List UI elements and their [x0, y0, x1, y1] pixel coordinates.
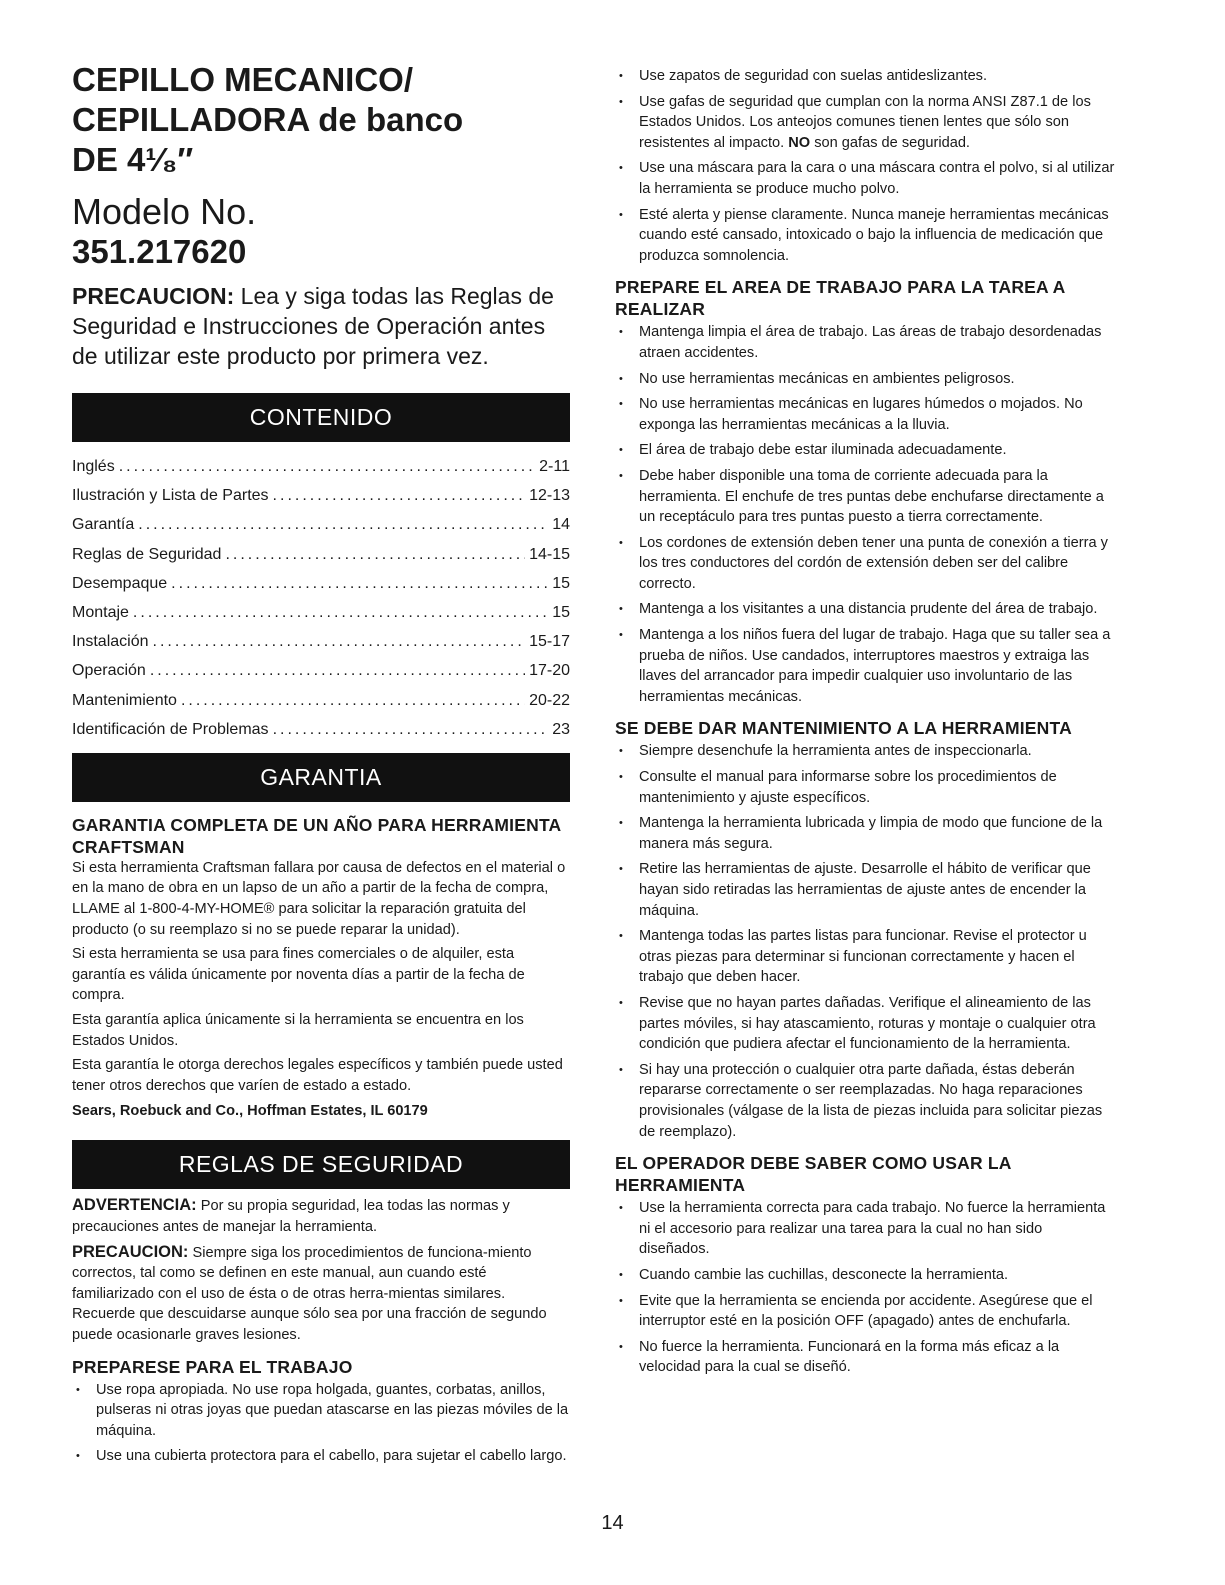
precaucion-intro-label: PRECAUCION:: [72, 283, 235, 309]
list-item: • Mantenga la herramienta lubricada y limpia de modo que funcione de la manera más segura.: [615, 813, 1115, 854]
list-item: • El área de trabajo debe estar iluminada adecuadamente.: [615, 440, 1115, 461]
toc-item: [72, 481, 570, 510]
garantia-paragraph: Si esta herramienta se usa para fines comerciales o de alquiler, esta garantía es válida únicamente por noventa días a partir de la fecha de compra.: [72, 946, 525, 1004]
mantenimiento-heading: SE DEBE DAR MANTENIMIENTO A LA HERRAMIENTA: [615, 718, 1072, 739]
advertencia-text: Por su propia seguridad, lea todas las normas y precauciones antes de manejar la herramienta.: [72, 1198, 510, 1235]
list-item: • No use herramientas mecánicas en lugares húmedos o mojados. No exponga las herramientas mecánicas a la lluvia.: [615, 394, 1115, 435]
precaucion-text: Siempre siga los procedimientos de funciona-miento correctos, tal como se definen en este manual, aun cuando esté familiarizado con el uso de ésta o de otras herra-mientas similares. Recuerde que descuidarse aunque sólo sea por una fracción de segundo puede ocasionarle graves lesiones.: [72, 1244, 547, 1343]
preparese-list: [72, 1380, 570, 1467]
toc-pages: 20-22: [529, 691, 570, 709]
toc-pages: 14: [552, 516, 570, 534]
toc-label: Montaje: [72, 603, 129, 621]
toc-label: Instalación: [72, 633, 149, 651]
toc-item: [72, 627, 570, 656]
toc-label: Operación: [72, 662, 146, 680]
toc-pages: 17-20: [529, 662, 570, 680]
toc-pages: 15-17: [529, 633, 570, 651]
list-item: • Debe haber disponible una toma de corriente adecuada para la herramienta. El enchufe de tres puntas debe enchufarse directamente a un receptáculo para tres puntas puesto a tierra correctamente.: [615, 466, 1115, 528]
reglas-header: REGLAS DE SEGURIDAD: [72, 1140, 570, 1189]
list-item: • Mantenga a los visitantes a una distancia prudente del área de trabajo.: [615, 599, 1115, 620]
garantia-paragraph: Esta garantía aplica únicamente si la herramienta se encuentra en los Estados Unidos.: [72, 1012, 524, 1049]
garantia-subheading: GARANTIA COMPLETA DE UN AÑO PARA HERRAMIENTA CRAFTSMAN: [72, 814, 561, 857]
title-line-1: CEPILLO MECANICO/: [72, 61, 414, 98]
area-list: [615, 322, 1115, 707]
toc-item: [72, 715, 570, 744]
toc-label: Reglas de Seguridad: [72, 545, 222, 563]
list-item: • Los cordones de extensión deben tener una punta de conexión a tierra y los tres conductores del cordón de extensión deben ser del calibre correcto.: [615, 533, 1115, 595]
list-item: • Mantenga todas las partes listas para funcionar. Revise el protector u otras piezas para determinar si funcionan correctamente y hacen el trabajo que deben hacer.: [615, 926, 1115, 988]
table-of-contents: [72, 452, 570, 744]
toc-pages: 15: [552, 603, 570, 621]
list-item-tail: son gafas de seguridad.: [810, 134, 970, 151]
right-column: [615, 64, 1115, 1383]
list-item: • Use zapatos de seguridad con suelas antideslizantes.: [615, 66, 1115, 87]
toc-label: Mantenimiento: [72, 691, 177, 709]
left-column: [72, 60, 570, 1472]
contenido-header: CONTENIDO: [72, 393, 570, 442]
toc-label: Inglés: [72, 458, 115, 475]
garantia-paragraph: Esta garantía le otorga derechos legales específicos y también puede usted tener otros derechos que varíen de estado a estado.: [72, 1057, 563, 1094]
list-item: • Mantenga limpia el área de trabajo. Las áreas de trabajo desordenadas atraen accidentes.: [615, 322, 1115, 363]
advertencia-paragraph: [72, 1195, 570, 1237]
advertencia-label: ADVERTENCIA:: [72, 1196, 197, 1215]
toc-item: [72, 452, 570, 481]
toc-label: Desempaque: [72, 574, 168, 592]
company-address: Sears, Roebuck and Co., Hoffman Estates, IL 60179: [72, 1103, 428, 1120]
toc-pages: 15: [552, 574, 570, 592]
list-item: • Consulte el manual para informarse sobre los procedimientos de mantenimiento y ajuste específicos.: [615, 767, 1115, 808]
list-item: [615, 92, 1115, 154]
toc-item: [72, 540, 570, 569]
toc-pages: 23: [552, 720, 570, 738]
precaucion-intro: [72, 281, 570, 371]
toc-label: Ilustración y Lista de Partes: [72, 487, 269, 505]
list-item: • Retire las herramientas de ajuste. Desarrolle el hábito de verificar que hayan sido retiradas las herramientas de ajuste antes de encender la máquina.: [615, 859, 1115, 921]
precaucion-intro-text: Lea y siga todas las Reglas de Seguridad e Instrucciones de Operación antes de utilizar este producto por primera vez.: [72, 283, 554, 369]
toc-pages: 2-11: [539, 458, 570, 475]
garantia-header: GARANTIA: [72, 753, 570, 802]
toc-item: [72, 656, 570, 685]
list-item: • Esté alerta y piense claramente. Nunca maneje herramientas mecánicas cuando esté cansado, intoxicado o bajo la influencia de medicación que produzca somnolencia.: [615, 205, 1115, 267]
area-heading: PREPARE EL AREA DE TRABAJO PARA LA TAREA A REALIZAR: [615, 277, 1065, 320]
precaucion-label: PRECAUCION:: [72, 1242, 189, 1261]
list-item: • Cuando cambie las cuchillas, desconecte la herramienta.: [615, 1265, 1115, 1286]
safety-gear-list: [615, 66, 1115, 266]
list-item: • Si hay una protección o cualquier otra parte dañada, éstas deberán repararse correctamente o ser reemplazadas. No haga reparaciones provisionales (válgase de la lista de piezas incluida para solicitar piezas de reemplazo).: [615, 1060, 1115, 1142]
page-number: 14: [601, 1512, 624, 1534]
toc-pages: 14-15: [529, 545, 570, 563]
toc-item: [72, 686, 570, 715]
list-item: • No fuerce la herramienta. Funcionará en la forma más eficaz a la velocidad para la cual se diseñó.: [615, 1337, 1115, 1378]
list-item: • Use ropa apropiada. No use ropa holgada, guantes, corbatas, anillos, pulseras ni otras joyas que puedan atascarse en las piezas móviles de la máquina.: [72, 1380, 570, 1442]
precaucion-paragraph: [72, 1242, 570, 1346]
list-item: • Revise que no hayan partes dañadas. Verifique el alineamiento de las partes móviles, si hay atascamiento, roturas y montaje o cualquier otra condición que pudiera afectar el funcionamiento de la herramienta.: [615, 993, 1115, 1055]
garantia-paragraph: Si esta herramienta Craftsman fallara por causa de defectos en el material o en la mano de obra en un lapso de un año a partir de la fecha de compra, LLAME al 1-800-4-MY-HOME® para solicitar la reparación gratuita del producto (o su reemplazo si no se puede reparar la unidad).: [72, 859, 566, 938]
emphasis-no: NO: [788, 134, 811, 151]
preparese-heading: PREPARESE PARA EL TRABAJO: [72, 1356, 353, 1377]
toc-item: [72, 510, 570, 539]
operador-list: [615, 1198, 1115, 1378]
list-item-text: Use gafas de seguridad que cumplan con la norma ANSI Z87.1 de los Estados Unidos. Los anteojos comunes tienen lentes que sólo son resistentes al impacto.: [639, 93, 1091, 151]
title-line-2: CEPILLADORA de banco: [72, 101, 464, 138]
toc-label: Identificación de Problemas: [72, 720, 269, 738]
list-item: • No use herramientas mecánicas en ambientes peligrosos.: [615, 369, 1115, 390]
model-label: Modelo No.: [72, 191, 257, 232]
title-line-3: DE 4¹⁄₈″: [72, 141, 194, 178]
list-item: • Evite que la herramienta se encienda por accidente. Asegúrese que el interruptor esté en la posición OFF (apagado) antes de enchufarla.: [615, 1291, 1115, 1332]
list-item: • Use una máscara para la cara o una máscara contra el polvo, si al utilizar la herramienta se produce mucho polvo.: [615, 158, 1115, 199]
list-item: • Use una cubierta protectora para el cabello, para sujetar el cabello largo.: [72, 1446, 570, 1467]
list-item: • Use la herramienta correcta para cada trabajo. No fuerce la herramienta ni el accesorio para realizar una tarea para la cual no han sido diseñados.: [615, 1198, 1115, 1260]
toc-item: [72, 569, 570, 598]
model-number: 351.217620: [72, 233, 247, 270]
toc-item: [72, 598, 570, 627]
operador-heading: EL OPERADOR DEBE SABER COMO USAR LA HERRAMIENTA: [615, 1153, 1011, 1196]
list-item: • Mantenga a los niños fuera del lugar de trabajo. Haga que su taller sea a prueba de niños. Use candados, interruptores maestros y extraiga las llaves del arrancador para impedir cualquier uso involuntario de las herramientas mecánicas.: [615, 625, 1115, 707]
toc-label: Garantía: [72, 516, 135, 534]
mantenimiento-list: [615, 741, 1115, 1142]
list-item: • Siempre desenchufe la herramienta antes de inspeccionarla.: [615, 741, 1115, 762]
toc-pages: 12-13: [529, 487, 570, 505]
